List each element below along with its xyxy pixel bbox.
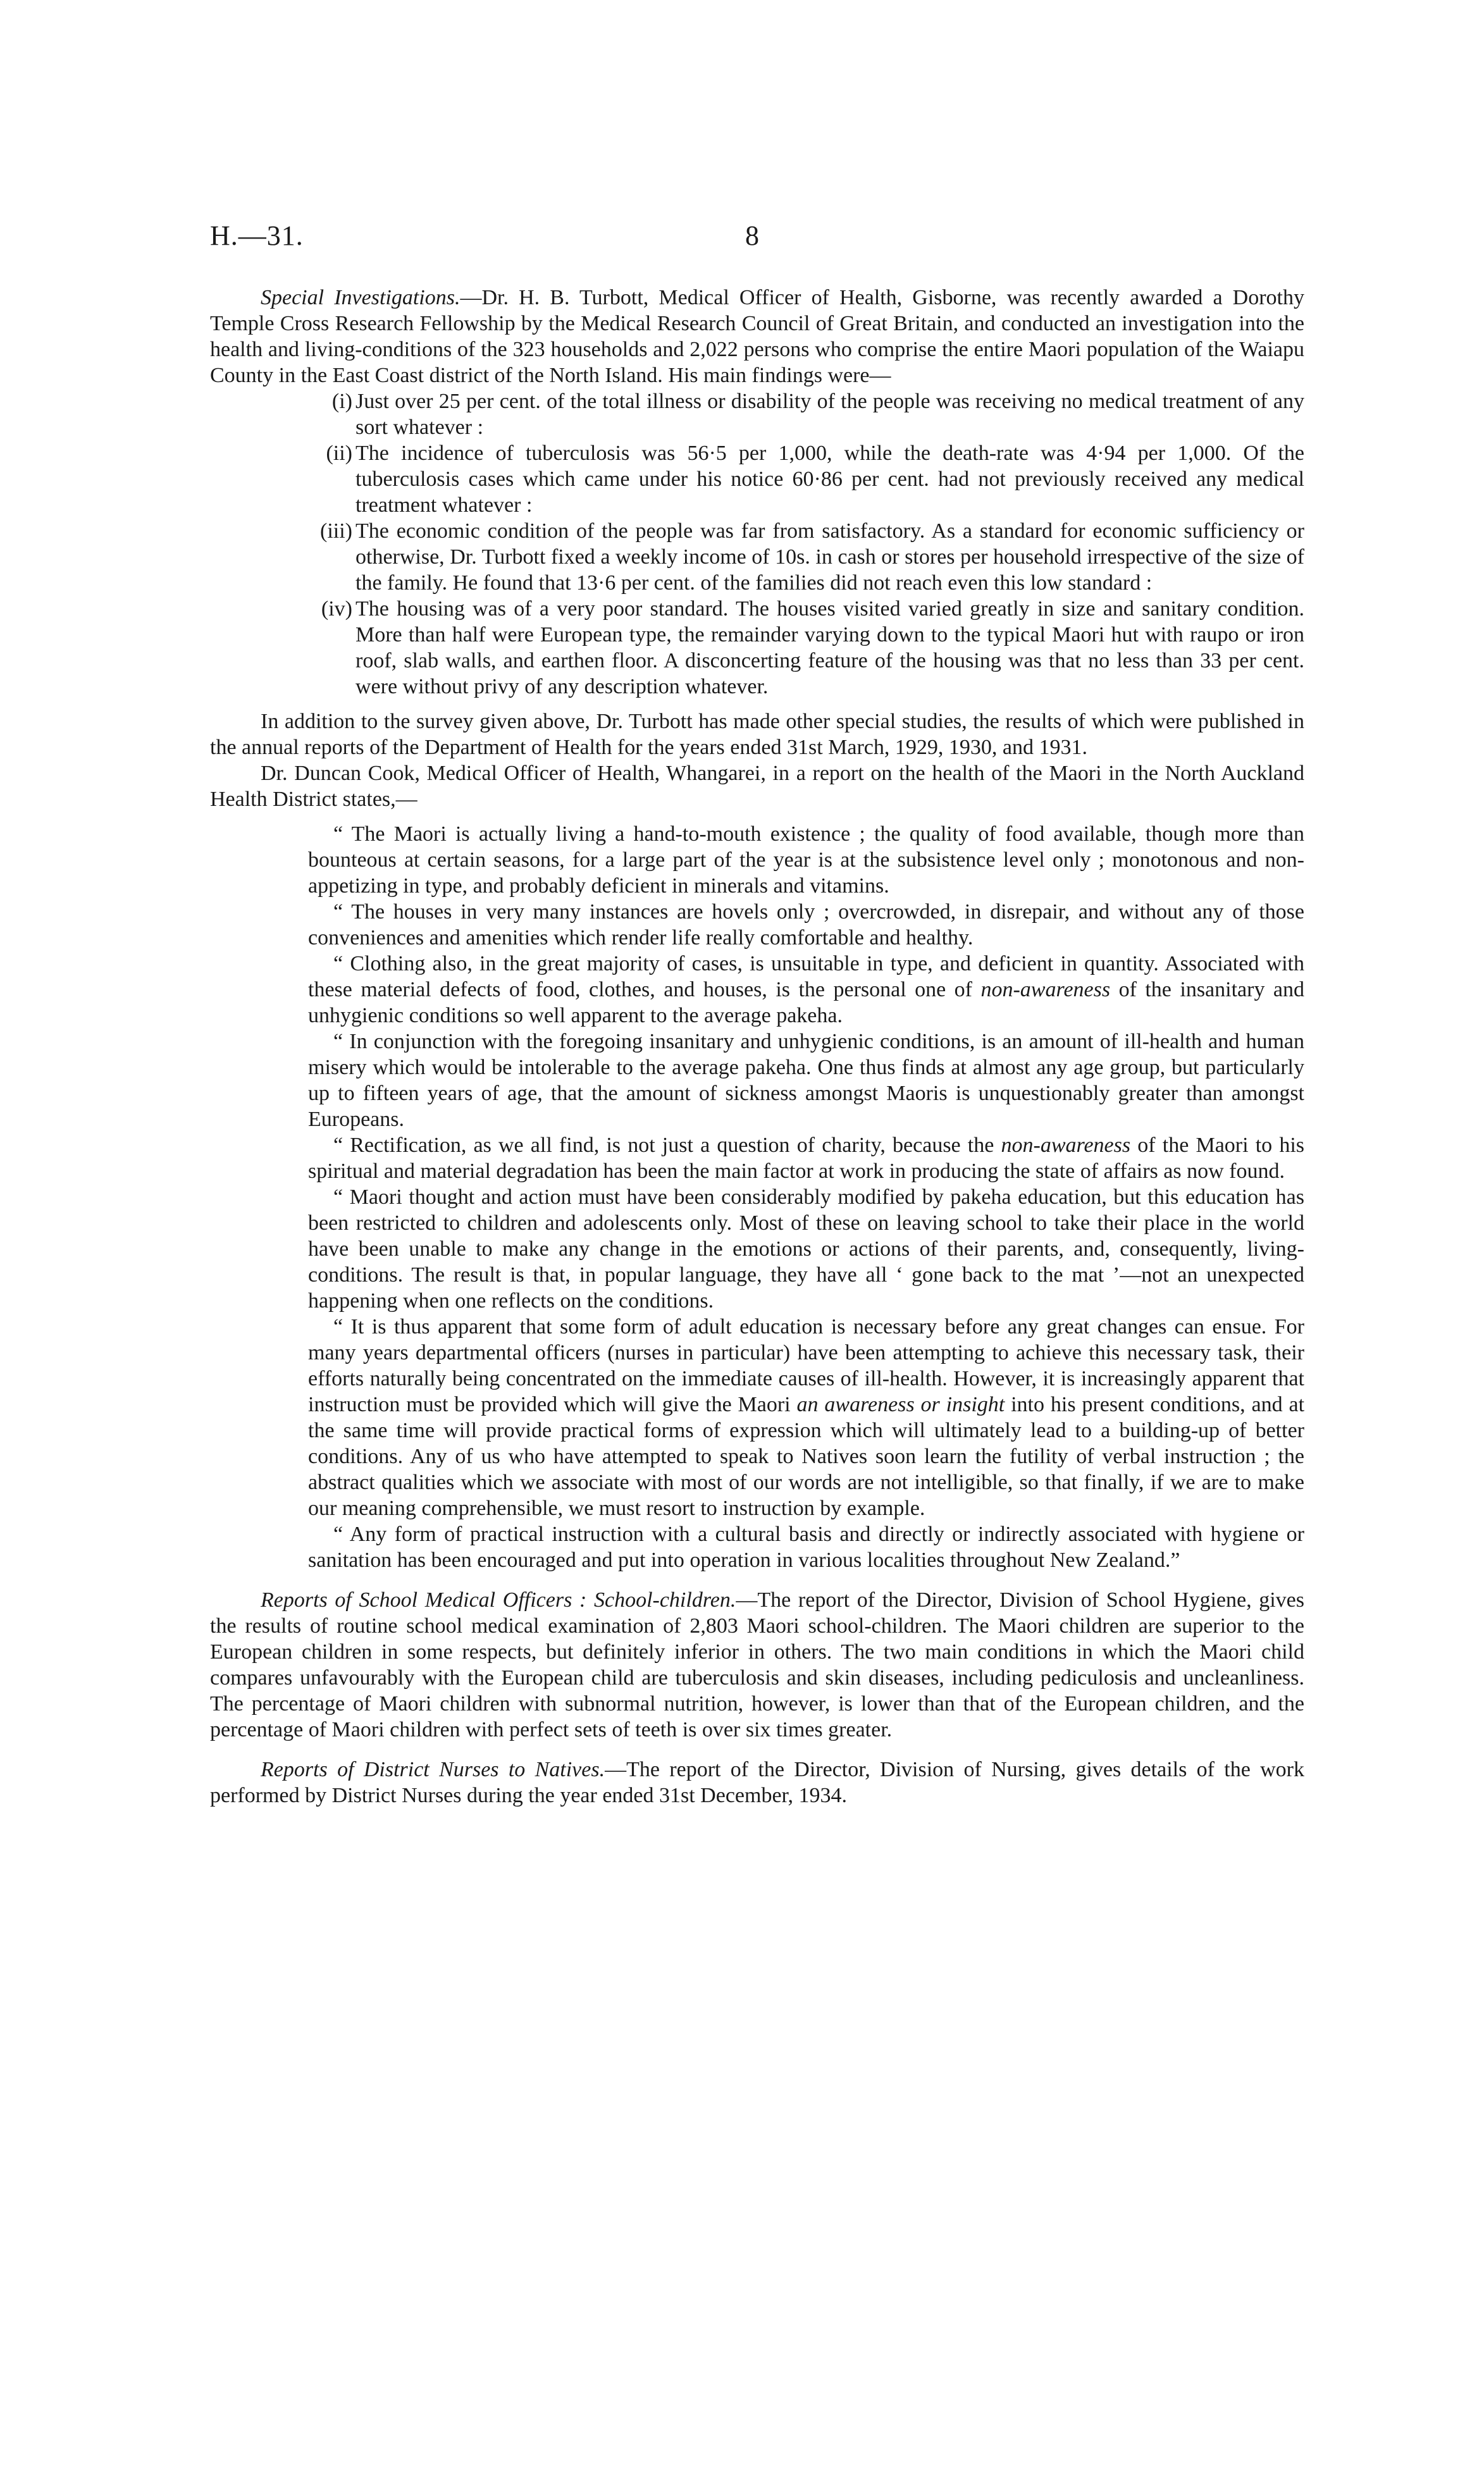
cook-quotation xyxy=(308,821,1304,1573)
quote-text: “ Clothing also, in the great majority of cases, is unsuitable in type, and deficient in quantity. Associated with these material defects of food, clothes, and houses, is the personal one of xyxy=(308,952,1304,1001)
cook-paragraph: Dr. Duncan Cook, Medical Officer of Health, Whangarei, in a report on the health of the Maori in the North Auckland Health District states,— xyxy=(210,762,1304,811)
finding-number: (iii) xyxy=(320,519,352,543)
finding-text: Just over 25 per cent. of the total illness or disability of the people was receiving no medical treatment of any sort whatever : xyxy=(356,390,1304,439)
finding-item xyxy=(308,518,1304,596)
finding-number: (i) xyxy=(331,390,352,413)
quote-paragraph: “ The houses in very many instances are hovels only ; overcrowded, in disrepair, and without any of those conveniences and amenities which render life really comfortable and healthy. xyxy=(308,900,1304,949)
special-investigations-text: —Dr. H. B. Turbott, Medical Officer of Health, Gisborne, was recently awarded a Dorothy Temple Cross Research Fellowship by the Medical Research Council of Great Britain, and conducted an investigation into the health and living-conditions of the 323 households and 2,022 persons who comprise the entire Maori population of the Waiapu County in the East Coast district of the North Island. His main findings were— xyxy=(210,286,1305,387)
findings-list xyxy=(210,388,1304,700)
district-nurses-paragraph xyxy=(210,1757,1304,1808)
quote-paragraph xyxy=(308,951,1304,1029)
quote-emphasis: non-awareness xyxy=(980,978,1111,1001)
special-investigations-paragraph xyxy=(210,285,1304,388)
survey-paragraph: In addition to the survey given above, Dr. Turbott has made other special studies, the results of which were published in the annual reports of the Department of Health for the years ended 31st March, 1929, 1930, and 1931. xyxy=(210,710,1304,759)
quote-paragraph: “ Any form of practical instruction with a cultural basis and directly or indirectly associated with hygiene or sanitation has been encouraged and put into operation in various localities throughout New Zealand.” xyxy=(308,1523,1304,1572)
series-code: H.—31. xyxy=(210,220,304,251)
page-number: 8 xyxy=(745,220,759,251)
document-body xyxy=(210,285,1304,1808)
school-medical-paragraph xyxy=(210,1587,1304,1743)
quote-emphasis: an awareness or insight xyxy=(796,1393,1005,1416)
district-nurses-heading: Reports of District Nurses to Natives. xyxy=(261,1758,605,1781)
quote-text: of the insanitary and unhygienic conditions so well apparent to the average pakeha. xyxy=(308,978,1304,1027)
quote-paragraph xyxy=(308,1132,1304,1184)
finding-number: (iv) xyxy=(321,597,352,621)
quote-text: “ Rectification, as we all find, is not just a question of charity, because the xyxy=(333,1134,1001,1157)
quote-paragraph: “ The Maori is actually living a hand-to-mouth existence ; the quality of food available, though more than bounteous at certain seasons, for a large part of the year is at the subsistence level only ; monotonous and non-appetizing in type, and probably deficient in minerals and vitamins. xyxy=(308,822,1304,898)
district-nurses-text: —The report of the Director, Division of Nursing, gives details of the work performed by District Nurses during the year ended 31st December, 1934. xyxy=(210,1758,1305,1807)
quote-paragraph: “ In conjunction with the foregoing insanitary and unhygienic conditions, is an amount of ill-health and human misery which would be intolerable to the average pakeha. One thus finds at almost any age group, but particularly up to fifteen years of age, that the amount of sickness amongst Maoris is unquestionably greater than amongst Europeans. xyxy=(308,1030,1304,1131)
finding-text: The economic condition of the people was far from satisfactory. As a standard for economic sufficiency or otherwise, Dr. Turbott fixed a weekly income of 10s. in cash or stores per household irrespective of the size of the family. He found that 13·6 per cent. of the families did not reach even this low standard : xyxy=(356,519,1304,595)
finding-number: (ii) xyxy=(326,442,352,465)
finding-text: The housing was of a very poor standard. The houses visited varied greatly in size and sanitary condition. More than half were European type, the remainder varying down to the typical Maori hut with raupo or iron roof, slab walls, and earthen floor. A disconcerting feature of the housing was that no less than 33 per cent. were without privy of any description whatever. xyxy=(356,597,1304,698)
finding-item xyxy=(308,388,1304,440)
quote-text: into his present conditions, and at the same time will provide practical forms of expression which will ultimately lead to a building-up of better conditions. Any of us who have attempted to speak to Natives soon learn the futility of verbal instruction ; the abstract qualities which we associate with most of our words are not intelligible, so that finally, if we are to make our meaning comprehensible, we must resort to instruction by example. xyxy=(308,1393,1305,1520)
quote-paragraph xyxy=(308,1314,1304,1521)
quote-paragraph: “ Maori thought and action must have been considerably modified by pakeha education, but this education has been restricted to children and adolescents only. Most of these on leaving school to take their place in the world have been unable to make any change in the emotions or actions of their parents, and, consequently, living-conditions. The result is that, in popular language, they have all ‘ gone back to the mat ’—not an unexpected happening when one reflects on the conditions. xyxy=(308,1185,1304,1313)
school-medical-text: —The report of the Director, Division of School Hygiene, gives the results of routine school medical examination of 2,803 Maori school-children. The Maori children are superior to the European children in some respects, but definitely inferior in others. The two main conditions in which the Maori child compares unfavourably with the European child are tuberculosis and skin diseases, including pediculosis and uncleanliness. The percentage of Maori children with subnormal nutrition, however, is lower than that of the European children, and the percentage of Maori children with perfect sets of teeth is over six times greater. xyxy=(210,1588,1304,1741)
school-medical-heading: Reports of School Medical Officers : School-children. xyxy=(261,1588,736,1612)
quote-text: “ It is thus apparent that some form of adult education is necessary before any great changes can ensue. For many years departmental officers (nurses in particular) have been attempting to achieve this necessary task, their efforts naturally being concentrated on the immediate causes of ill-health. However, it is increasingly apparent that instruction must be provided which will give the Maori xyxy=(308,1315,1304,1416)
finding-item xyxy=(308,440,1304,518)
quote-text: of the Maori to his spiritual and material degradation has been the main factor at work in producing the state of affairs as now found. xyxy=(308,1134,1304,1183)
special-investigations-heading: Special Investigations. xyxy=(261,286,461,309)
finding-text: The incidence of tuberculosis was 56·5 per 1,000, while the death-rate was 4·94 per 1,000. Of the tuberculosis cases which came under his notice 60·86 per cent. had not previously received any medical treatment whatever : xyxy=(356,442,1304,517)
quote-emphasis: non-awareness xyxy=(1001,1134,1131,1157)
finding-item xyxy=(308,596,1304,700)
